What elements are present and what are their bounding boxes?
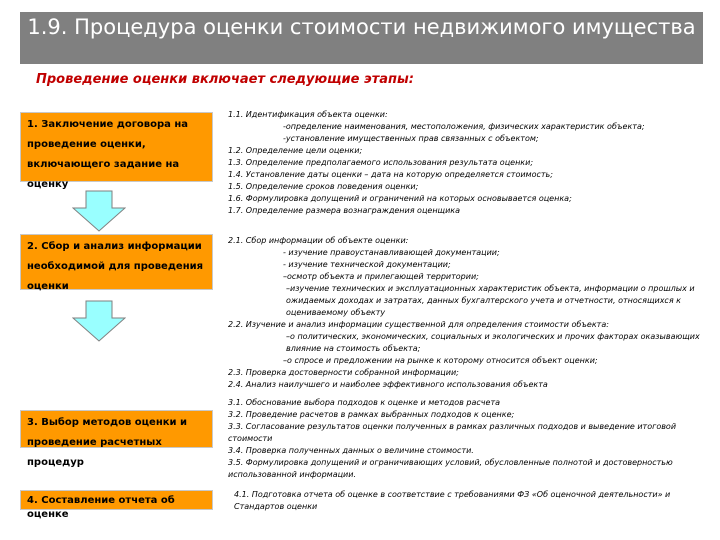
detail-line: 1.4. Установление даты оценки – дата на которую определяется стоимость; (228, 170, 553, 179)
page-title: 1.9. Процедура оценки стоимости недвижимого имущества (20, 12, 703, 64)
stage-2-details (228, 235, 703, 391)
detail-line: - изучение технической документации; (283, 260, 451, 269)
stage-4-box: 4. Составление отчета об оценке (20, 490, 213, 510)
detail-line: 1.6. Формулировка допущений и ограничений на которых основывается оценка; (228, 194, 572, 203)
detail-line: –о политических, экономических, социальных и экологических и прочих факторах оказывающих влияние на стоимость объекта; (286, 332, 700, 353)
stage-1-details (228, 109, 703, 217)
detail-line: –о спросе и предложении на рынке к которому относится объект оценки; (283, 356, 598, 365)
detail-line: 1.2. Определение цели оценки; (228, 146, 363, 155)
detail-line: –осмотр объекта и прилегающей территории; (283, 272, 479, 281)
down-arrow-icon (72, 190, 126, 232)
detail-line: -установление имущественных прав связанных с объектом; (283, 134, 539, 143)
detail-line: 3.5. Формулировка допущений и ограничивающих условий, обусловленные полнотой и достоверностью использованной информации. (228, 458, 673, 479)
detail-line: 4.1. Подготовка отчета об оценке в соответствие с требованиями ФЗ «Об оценочной деятельности» и Стандартов оценки (234, 490, 671, 511)
stage-3-details (228, 397, 703, 481)
detail-line: 1.5. Определение сроков поведения оценки; (228, 182, 419, 191)
detail-line: 2.4. Анализ наилучшего и наиболее эффективного использования объекта (228, 380, 548, 389)
detail-line: 3.1. Обоснование выбора подходов к оценке и методов расчета (228, 398, 501, 407)
detail-line: 2.1. Сбор информации об объекте оценки: (228, 236, 409, 245)
detail-line: –изучение технических и эксплуатационных характеристик объекта, информации о прошлых и ожидаемых доходах и затратах, данных бухгалтерского учета и отчетности, относящихся к оцениваемому объекту (286, 284, 695, 317)
stage-1-box: 1. Заключение договора на проведение оценки, включающего задание на оценку (20, 112, 213, 182)
detail-line: 2.3. Проверка достоверности собранной информации; (228, 368, 459, 377)
detail-line: 3.4. Проверка полученных данных о величине стоимости. (228, 446, 474, 455)
detail-line: 1.7. Определение размера вознаграждения оценщика (228, 206, 461, 215)
down-arrow-icon (72, 300, 126, 342)
detail-line: 3.2. Проведение расчетов в рамках выбранных подходов к оценке; (228, 410, 515, 419)
stage-4-details (234, 489, 704, 513)
detail-line: 1.1. Идентификация объекта оценки: (228, 110, 388, 119)
stage-2-box: 2. Сбор и анализ информации необходимой для проведения оценки (20, 234, 213, 290)
detail-line: 3.3. Согласование результатов оценки полученных в рамках различных подходов и выведение итоговой стоимости (228, 422, 677, 443)
detail-line: 2.2. Изучение и анализ информации существенной для определения стоимости объекта: (228, 320, 609, 329)
detail-line: 1.3. Определение предполагаемого использования результата оценки; (228, 158, 534, 167)
detail-line: - изучение правоустанавливающей документации; (283, 248, 500, 257)
detail-line: -определение наименования, местоположения, физических характеристик объекта; (283, 122, 645, 131)
subtitle: Проведение оценки включает следующие этапы: (36, 72, 414, 87)
stage-3-box: 3. Выбор методов оценки и проведение расчетных процедур (20, 410, 213, 448)
